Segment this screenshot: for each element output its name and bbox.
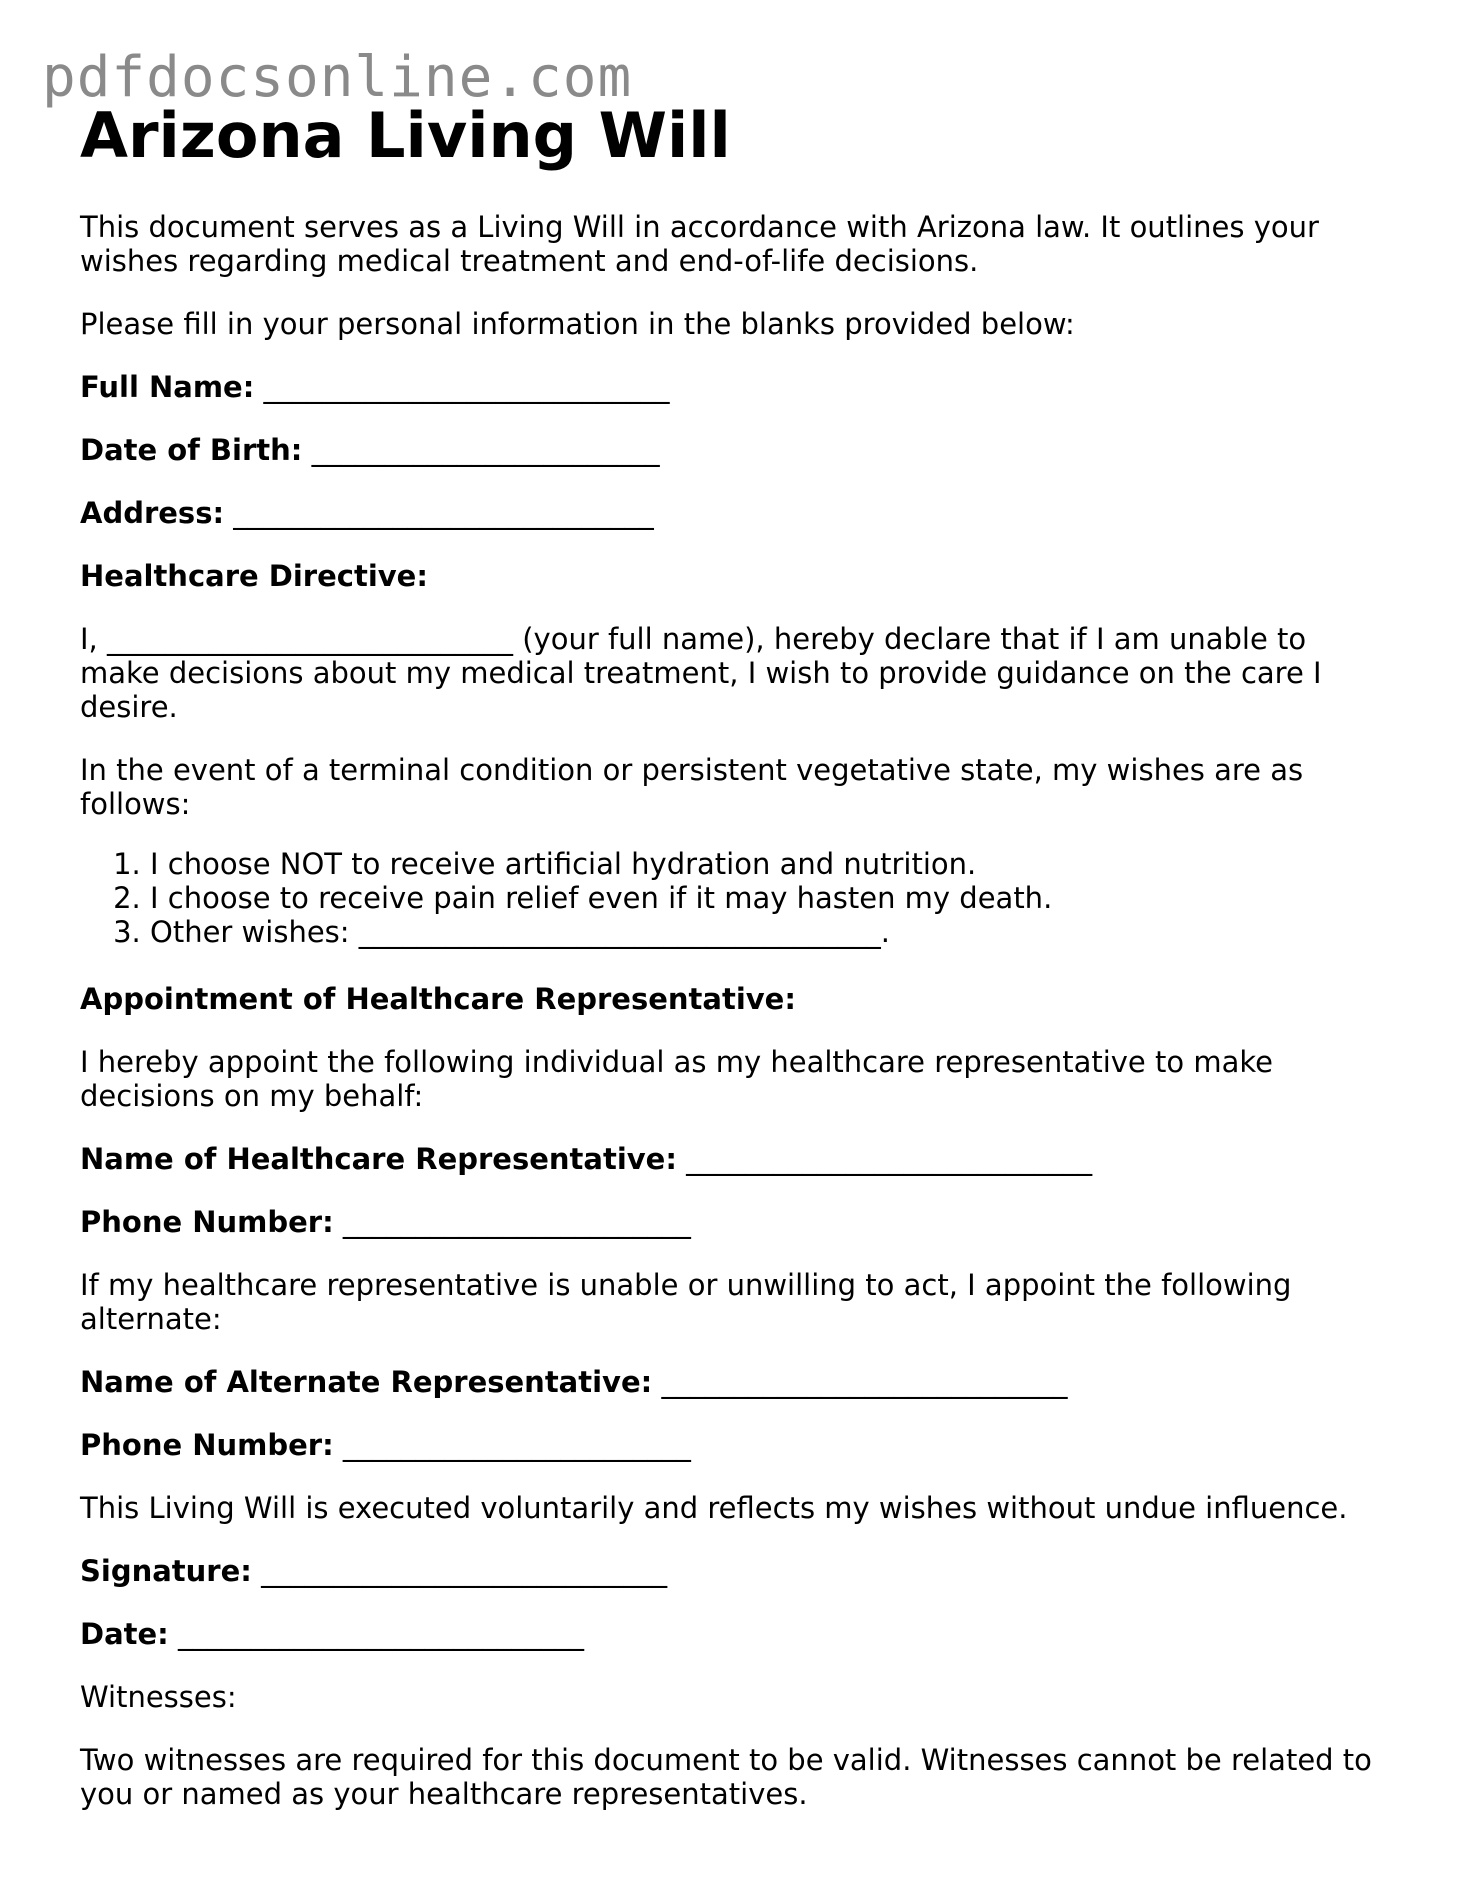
intro-paragraph: This document serves as a Living Will in accordance with Arizona law. It outlines your wishes regarding medical treatment and end-of-life decisions. [80, 210, 1319, 278]
list-item: 2. I choose to receive pain relief even if it may hasten my death. [150, 881, 1390, 915]
date-of-birth-blank[interactable]: ________________________ [311, 433, 660, 467]
witnesses-label: Witnesses: [80, 1680, 237, 1714]
signature-label: Signature: [80, 1554, 252, 1588]
representative-phone-field [80, 1205, 1390, 1239]
list-item: 1. I choose NOT to receive artificial hydration and nutrition. [150, 847, 1390, 881]
instructions-paragraph: Please fill in your personal information in the blanks provided below: [80, 307, 1075, 341]
representative-name-label: Name of Healthcare Representative: [80, 1142, 677, 1176]
alternate-phone-field [80, 1428, 1390, 1462]
alternate-phone-blank[interactable]: ________________________ [342, 1428, 691, 1462]
healthcare-directive-heading: Healthcare Directive: [80, 559, 428, 593]
voluntary-paragraph: This Living Will is executed voluntarily and reflects my wishes without undue influence. [80, 1491, 1348, 1525]
declaration-suffix: (your full name), hereby declare that if I am unable to make decisions about my medical treatment, I wish to provide guidance on the care I desire. [80, 622, 1322, 724]
alternate-name-blank[interactable]: ____________________________ [661, 1365, 1068, 1399]
address-label: Address: [80, 496, 225, 530]
page-title: Arizona Living Will [80, 99, 731, 172]
alternate-name-label: Name of Alternate Representative: [80, 1365, 653, 1399]
witnesses-paragraph: Two witnesses are required for this document to be valid. Witnesses cannot be related to you or named as your healthcare representatives. [80, 1743, 1372, 1811]
alternate-paragraph: If my healthcare representative is unable or unwilling to act, I appoint the following alternate: [80, 1268, 1292, 1336]
alternate-name-field [80, 1365, 1390, 1399]
signature-blank[interactable]: ____________________________ [261, 1554, 668, 1588]
declaration-name-blank[interactable]: ____________________________ [107, 622, 513, 656]
watermark: pdfdocsonline.com [42, 45, 633, 110]
date-field [80, 1617, 1390, 1651]
full-name-label: Full Name: [80, 370, 255, 404]
date-label: Date: [80, 1617, 169, 1651]
alternate-phone-label: Phone Number: [80, 1428, 334, 1462]
list-item[interactable]: 3. Other wishes: ____________________________________. [150, 915, 1390, 949]
appoint-paragraph: I hereby appoint the following individual as my healthcare representative to make decisions on my behalf: [80, 1045, 1273, 1113]
signature-field [80, 1554, 1390, 1588]
full-name-field [80, 370, 1390, 404]
date-blank[interactable]: ____________________________ [178, 1617, 584, 1651]
declaration-paragraph [80, 622, 1390, 724]
address-field [80, 496, 1390, 530]
representative-name-blank[interactable]: ____________________________ [686, 1142, 1093, 1176]
address-blank[interactable]: _____________________________ [233, 496, 654, 530]
representative-name-field [80, 1142, 1390, 1176]
wishes-list [80, 847, 1390, 949]
representative-phone-blank[interactable]: ________________________ [342, 1205, 691, 1239]
condition-paragraph: In the event of a terminal condition or persistent vegetative state, my wishes are as follows: [80, 753, 1304, 821]
full-name-blank[interactable]: ____________________________ [263, 370, 670, 404]
representative-phone-label: Phone Number: [80, 1205, 334, 1239]
declaration-prefix: I, [80, 622, 98, 656]
representative-heading: Appointment of Healthcare Representative: [80, 982, 796, 1016]
date-of-birth-label: Date of Birth: [80, 433, 303, 467]
date-of-birth-field [80, 433, 1390, 467]
